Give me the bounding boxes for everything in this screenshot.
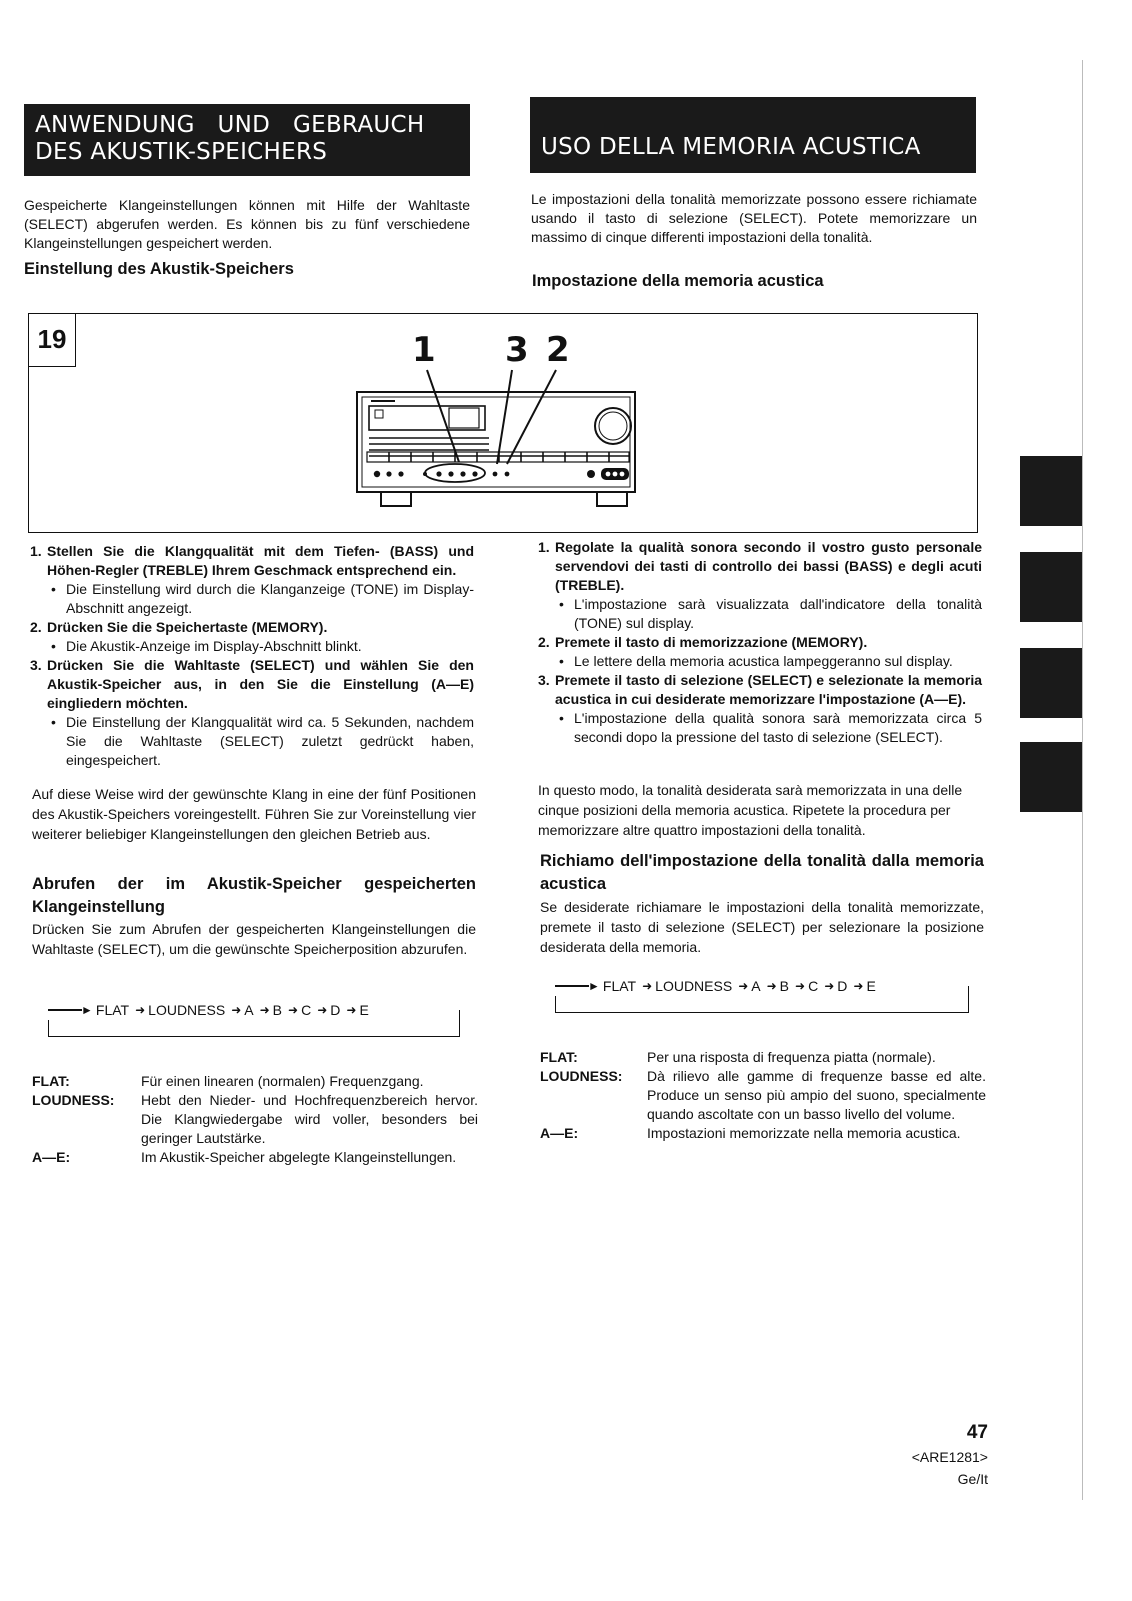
italian-setting-heading: Impostazione della memoria acustica bbox=[532, 272, 824, 290]
german-step-3-num: 3. bbox=[30, 657, 42, 673]
arrow-icon: ➜ bbox=[824, 979, 835, 993]
page-edge-line bbox=[1082, 60, 1083, 1500]
italian-summary: In questo modo, la tonalità desiderata sarà memorizzata in una delle cinque posizioni della memoria acustica. Ripetete la procedura per memorizzare altre quattro impostazioni della tonalità. bbox=[538, 782, 963, 838]
page-footer bbox=[860, 1420, 988, 1490]
german-def-loudness bbox=[32, 1091, 478, 1148]
arrow-icon: ► bbox=[81, 1003, 93, 1017]
german-step-1-text: Stellen Sie die Klangqualität mit dem Tiefen- (BASS) und Höhen-Regler (TREBLE) Ihrem Geschmack entsprechend ein. bbox=[47, 543, 474, 578]
italian-def-desc: Dà rilievo alle gamme di frequenze basse ed alte. Produce un senso più ampio del suono, specialmente quando ascoltate con un basso livello del volume. bbox=[647, 1068, 986, 1122]
arrow-icon: ➜ bbox=[135, 1003, 146, 1017]
italian-def-ae bbox=[540, 1124, 986, 1143]
italian-step-1-num: 1. bbox=[538, 539, 550, 555]
italian-def-loudness bbox=[540, 1067, 986, 1124]
german-intro: Gespeicherte Klangeinstellungen können mit Hilfe der Wahltaste (SELECT) abgerufen werden. Es können bis zu fünf verschiedene Klangeinstellungen gespeichert werden. bbox=[24, 197, 470, 251]
seq-loudness: LOUDNESS bbox=[655, 978, 733, 994]
german-def-desc: Hebt den Nieder- und Hochfrequenzbereich hervor. Die Klangwiedergabe wird voller, besonders bei geringer Lautstärke. bbox=[141, 1092, 478, 1146]
arrow-icon: ➜ bbox=[317, 1003, 328, 1017]
german-step-3-text: Drücken Sie die Wahltaste (SELECT) und wählen Sie den Akustik-Speicher aus, in den Sie die Einstellung (A—E) eingliedern möchten. bbox=[47, 657, 474, 711]
section-tab-1 bbox=[1020, 456, 1082, 526]
italian-step-2-num: 2. bbox=[538, 634, 550, 650]
section-tab-2 bbox=[1020, 552, 1082, 622]
german-def-term: A—E: bbox=[32, 1149, 71, 1165]
seq-flat: FLAT bbox=[95, 1002, 130, 1018]
seq-c: C bbox=[808, 978, 819, 994]
section-tab-4 bbox=[1020, 742, 1082, 812]
italian-step-1-note: • L'impostazione sarà visualizzata dall'indicatore della tonalità (TONE) sul display. bbox=[555, 595, 982, 633]
callout-3: 3 bbox=[505, 330, 529, 370]
seq-b: B bbox=[272, 1002, 282, 1018]
seq-flat: FLAT bbox=[602, 978, 637, 994]
italian-step-2-note: • Le lettere della memoria acustica lampeggeranno sul display. bbox=[555, 652, 982, 671]
german-title-banner bbox=[24, 104, 470, 176]
italian-intro: Le impostazioni della tonalità memorizzate possono essere richiamate usando il tasto di selezione (SELECT). Potete memorizzare un massimo di cinque differenti impostazioni della tonalità. bbox=[531, 191, 977, 245]
italian-step-1-text: Regolate la qualità sonora secondo il vostro gusto personale servendovi dei tasti di controllo dei bassi (BASS) e degli acuti (TREBLE). bbox=[555, 539, 982, 593]
german-title-line-2: DES AKUSTIK-SPEICHERS bbox=[35, 139, 328, 165]
seq-e: E bbox=[359, 1002, 369, 1018]
german-title-line-1: ANWENDUNG UND GEBRAUCH bbox=[35, 112, 425, 138]
amplifier-illustration bbox=[29, 314, 976, 531]
italian-steps bbox=[538, 538, 982, 747]
german-step-2-note: • Die Akustik-Anzeige im Display-Abschnitt blinkt. bbox=[47, 637, 474, 656]
seq-c: C bbox=[301, 1002, 312, 1018]
italian-def-term: A—E: bbox=[540, 1125, 579, 1141]
seq-d: D bbox=[837, 978, 848, 994]
german-recall-heading: Abrufen der im Akustik-Speicher gespeicherten Klangeinstellung bbox=[32, 875, 476, 916]
italian-step-2-text: Premete il tasto di memorizzazione (MEMORY). bbox=[555, 634, 868, 650]
arrow-icon: ➜ bbox=[259, 1003, 270, 1017]
german-definitions bbox=[32, 1072, 478, 1167]
german-def-ae bbox=[32, 1148, 478, 1167]
german-step-3-note: • Die Einstellung der Klangqualität wird ca. 5 Sekunden, nachdem Sie die Wahltaste (SELECT) zuletzt gedrückt haben, eingespeichert. bbox=[47, 713, 474, 770]
page-number: 47 bbox=[966, 1422, 988, 1443]
italian-step-3 bbox=[538, 671, 982, 747]
german-def-term: FLAT: bbox=[32, 1073, 70, 1089]
german-step-1-num: 1. bbox=[30, 543, 42, 559]
german-sequence-diagram bbox=[48, 1000, 462, 1040]
italian-recall-heading: Richiamo dell'impostazione della tonalità dalla memoria acustica bbox=[540, 852, 984, 893]
german-step-2 bbox=[30, 618, 474, 656]
italian-def-term: FLAT: bbox=[540, 1049, 578, 1065]
arrow-icon: ➜ bbox=[766, 979, 777, 993]
italian-title: USO DELLA MEMORIA ACUSTICA bbox=[541, 134, 921, 160]
german-def-flat bbox=[32, 1072, 478, 1091]
italian-step-3-num: 3. bbox=[538, 672, 550, 688]
italian-def-term: LOUDNESS: bbox=[540, 1068, 623, 1084]
italian-definitions bbox=[540, 1048, 986, 1143]
seq-a: A bbox=[751, 978, 761, 994]
italian-step-2 bbox=[538, 633, 982, 671]
italian-def-desc: Per una risposta di frequenza piatta (normale). bbox=[647, 1049, 936, 1065]
german-summary: Auf diese Weise wird der gewünschte Klang in eine der fünf Positionen des Akustik-Speichers voreingestellt. Führen Sie zur Voreinstellung vier weiterer beliebiger Klangeinstellungen den gleichen Betrieb aus. bbox=[32, 786, 476, 842]
callout-2: 2 bbox=[546, 330, 570, 370]
seq-d: D bbox=[330, 1002, 341, 1018]
german-steps bbox=[30, 542, 474, 770]
german-recall-text: Drücken Sie zum Abrufen der gespeicherten Klangeinstellungen die Wahltaste (SELECT), um die gewünschte Speicherposition abzurufen. bbox=[32, 921, 476, 957]
german-def-desc: Im Akustik-Speicher abgelegte Klangeinstellungen. bbox=[141, 1149, 457, 1165]
callout-1: 1 bbox=[412, 330, 436, 370]
seq-b: B bbox=[779, 978, 789, 994]
italian-title-banner bbox=[530, 97, 976, 173]
german-def-term: LOUDNESS: bbox=[32, 1092, 115, 1108]
italian-def-flat bbox=[540, 1048, 986, 1067]
arrow-icon: ➜ bbox=[231, 1003, 242, 1017]
figure-number: 19 bbox=[28, 313, 76, 367]
arrow-icon: ➜ bbox=[346, 1003, 357, 1017]
seq-a: A bbox=[244, 1002, 254, 1018]
italian-step-3-note: • L'impostazione della qualità sonora sarà memorizzata circa 5 secondi dopo la pressione del tasto di selezione (SELECT). bbox=[555, 709, 982, 747]
document-code: <ARE1281> bbox=[911, 1449, 988, 1465]
language-code: Ge/It bbox=[957, 1471, 988, 1487]
german-def-desc: Für einen linearen (normalen) Frequenzgang. bbox=[141, 1073, 424, 1089]
arrow-icon: ➜ bbox=[642, 979, 653, 993]
arrow-icon: ➜ bbox=[738, 979, 749, 993]
arrow-icon: ➜ bbox=[288, 1003, 299, 1017]
section-tab-3 bbox=[1020, 648, 1082, 718]
german-step-1-note: • Die Einstellung wird durch die Klanganzeige (TONE) im Display-Abschnitt angezeigt. bbox=[47, 580, 474, 618]
german-step-1 bbox=[30, 542, 474, 618]
seq-loudness: LOUDNESS bbox=[148, 1002, 226, 1018]
german-setting-heading: Einstellung des Akustik-Speichers bbox=[24, 260, 294, 278]
seq-e: E bbox=[866, 978, 876, 994]
arrow-icon: ► bbox=[588, 979, 600, 993]
italian-step-1 bbox=[538, 538, 982, 633]
figure-19 bbox=[28, 313, 978, 533]
arrow-icon: ➜ bbox=[853, 979, 864, 993]
italian-step-3-text: Premete il tasto di selezione (SELECT) e selezionate la memoria acustica in cui desiderate memorizzare l'impostazione (A—E). bbox=[555, 672, 982, 707]
german-step-2-num: 2. bbox=[30, 619, 42, 635]
italian-def-desc: Impostazioni memorizzate nella memoria acustica. bbox=[647, 1125, 961, 1141]
italian-recall-text: Se desiderate richiamare le impostazioni della tonalità memorizzate, premete il tasto di selezione (SELECT) per selezionare la posizione desiderata della memoria. bbox=[540, 899, 984, 955]
italian-sequence-diagram bbox=[555, 976, 971, 1016]
arrow-icon: ➜ bbox=[795, 979, 806, 993]
german-step-3 bbox=[30, 656, 474, 770]
german-step-2-text: Drücken Sie die Speichertaste (MEMORY). bbox=[47, 619, 328, 635]
